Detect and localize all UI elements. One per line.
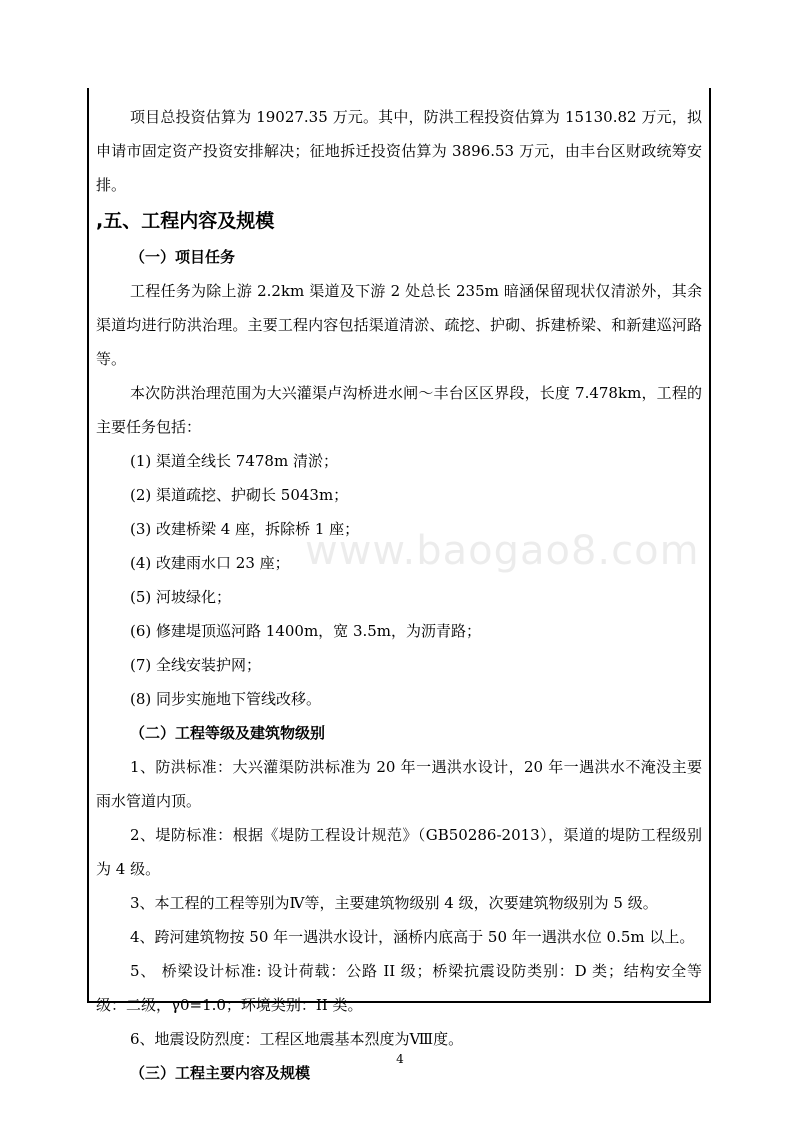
subsection-1-paragraph: 工程任务为除上游 2.2km 渠道及下游 2 处总长 235m 暗涵保留现状仅清淤外，其余渠道均进行防洪治理。主要工程内容包括渠道清淤、疏挖、护砌、拆建桥梁、和新建巡河路等。 (96, 282, 702, 368)
document-body (96, 100, 702, 1090)
standard-paragraph: 2、堤防标准：根据《堤防工程设计规范》（GB50286-2013），渠道的堤防工程级别为 4 级。 (96, 826, 702, 878)
task-list-item: (1) 渠道全线长 7478m 清淤； (130, 452, 338, 470)
subsection-1-paragraph: 本次防洪治理范围为大兴灌渠卢沟桥进水闸～丰台区区界段，长度 7.478km，工程的主要任务包括： (96, 384, 702, 436)
standard-paragraph: 6、地震设防烈度：工程区地震基本烈度为Ⅷ度。 (130, 1030, 464, 1048)
standard-paragraph: 1、防洪标准：大兴灌渠防洪标准为 20 年一遇洪水设计，20 年一遇洪水不淹没主要雨水管道内顶。 (96, 758, 702, 810)
section-5-title: ,五、工程内容及规模 (96, 210, 275, 232)
standard-paragraph: 3、本工程的工程等别为Ⅳ等，主要建筑物级别 4 级，次要建筑物级别为 5 级。 (130, 894, 658, 912)
watermark: www.baogao8.com (305, 528, 700, 574)
task-list-item: (8) 同步实施地下管线改移。 (130, 690, 322, 708)
task-list-item: (6) 修建堤顶巡河路 1400m，宽 3.5m，为沥青路； (130, 622, 482, 640)
task-list-item: (7) 全线安装护网； (130, 656, 262, 674)
subsection-2-title: （二）工程等级及建筑物级别 (130, 724, 326, 742)
standard-paragraph: 5、 桥梁设计标准: 设计荷载：公路 II 级；桥梁抗震设防类别：D 类；结构安全等级：二级，γ0=1.0；环境类别：II 类。 (96, 962, 702, 1014)
intro-paragraph: 项目总投资估算为 19027.35 万元。其中，防洪工程投资估算为 15130.82 万元，拟申请市固定资产投资安排解决；征地拆迁投资估算为 3896.53 万元，由丰台区财政统筹安排。 (96, 108, 702, 194)
task-list-item: (3) 改建桥梁 4 座，拆除桥 1 座； (130, 520, 360, 538)
task-list-item: (5) 河坡绿化； (130, 588, 232, 606)
task-list-item: (4) 改建雨水口 23 座； (130, 554, 290, 572)
subsection-1-title: （一）项目任务 (130, 248, 236, 266)
subsection-3-title: （三）工程主要内容及规模 (130, 1064, 311, 1082)
page-number: 4 (396, 1052, 404, 1066)
standard-paragraph: 4、跨河建筑物按 50 年一遇洪水设计，涵桥内底高于 50 年一遇洪水位 0.5m 以上。 (130, 928, 695, 946)
task-list-item: (2) 渠道疏挖、护砌长 5043m； (130, 486, 349, 504)
